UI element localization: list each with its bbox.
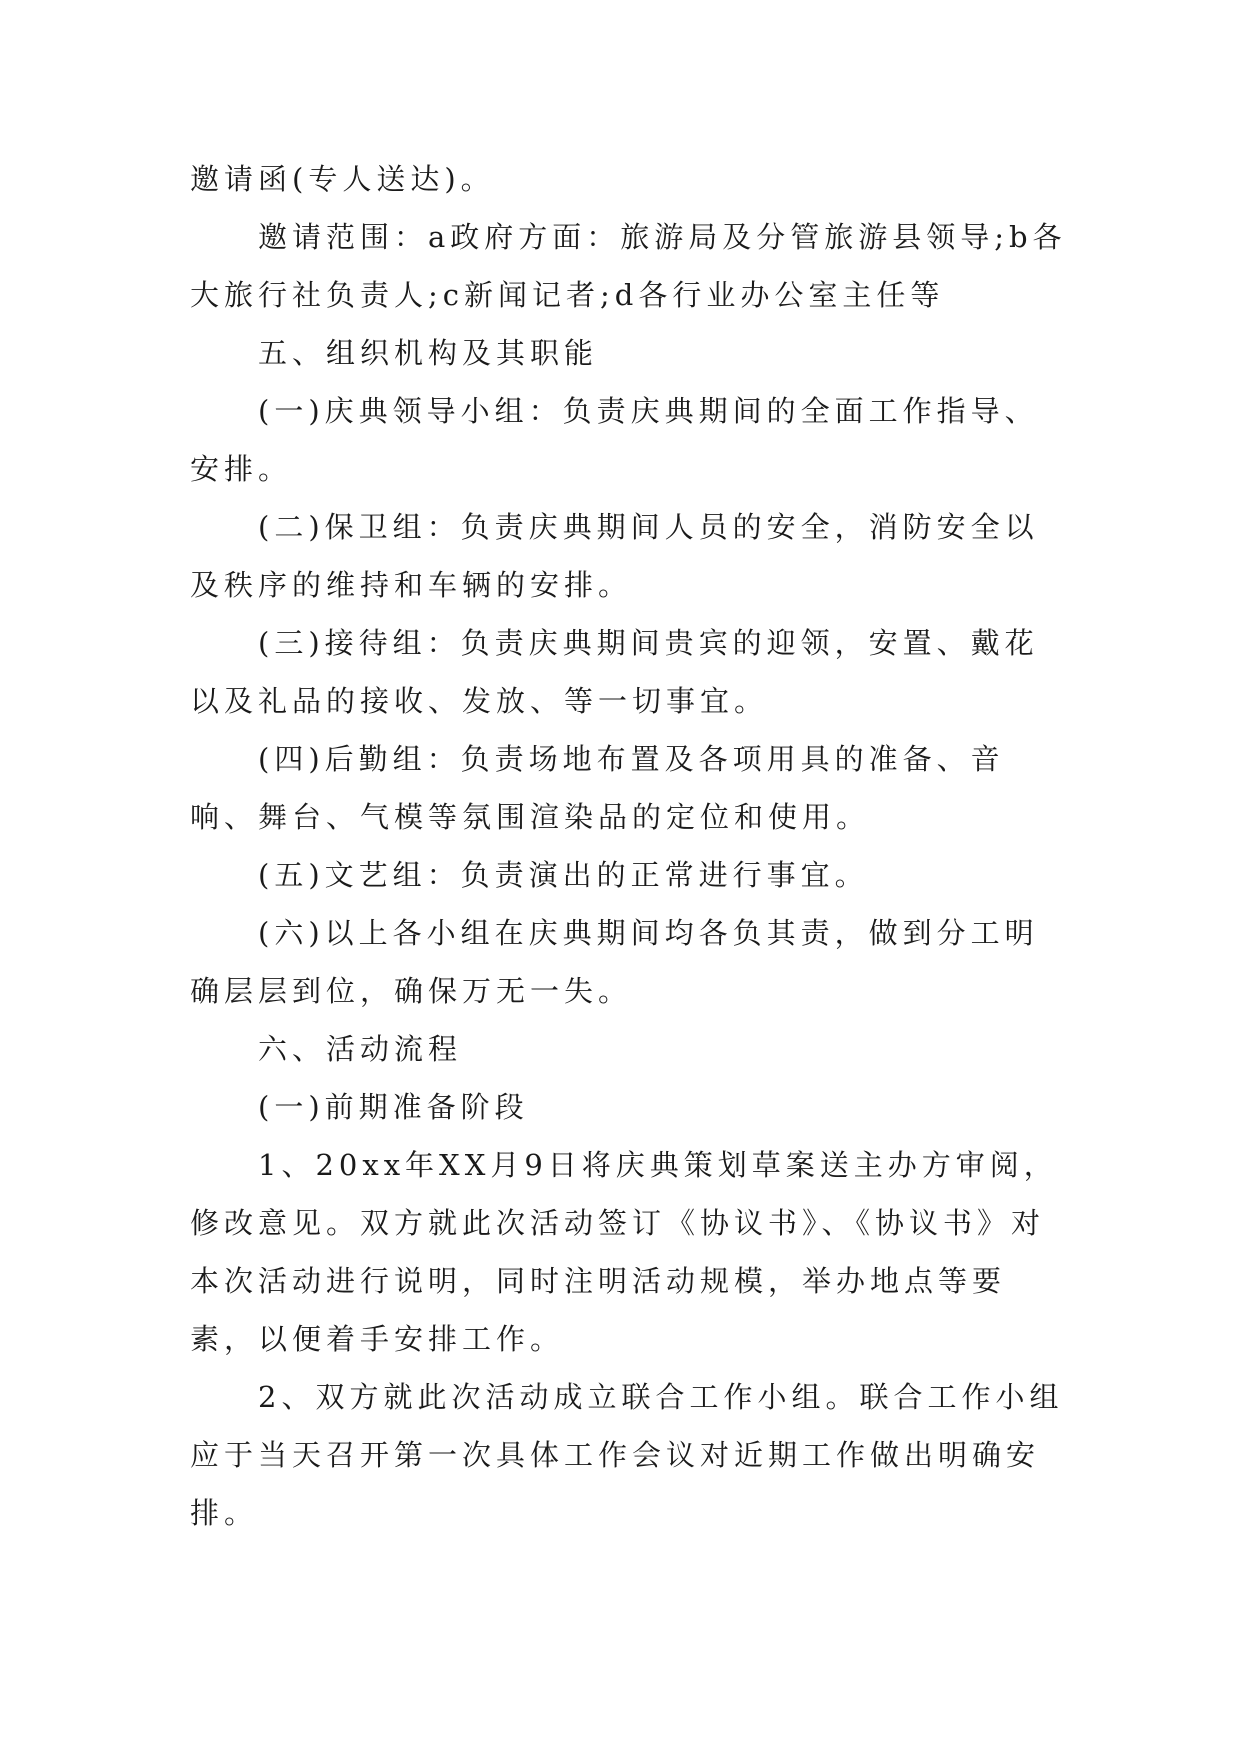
- paragraph: 邀请范围：a政府方面：旅游局及分管旅游县领导;b各大旅行社负责人;c新闻记者;d各行业办公室主任等: [190, 220, 1067, 312]
- paragraph: 2、双方就此次活动成立联合工作小组。联合工作小组应于当天召开第一次具体工作会议对近期工作做出明确安排。: [190, 1380, 1064, 1530]
- paragraph: (三)接待组：负责庆典期间贵宾的迎领，安置、戴花以及礼品的接收、发放、等一切事宜。: [190, 626, 1039, 718]
- section-heading: 六、活动流程: [258, 1032, 463, 1066]
- subsection-heading: (一)前期准备阶段: [258, 1090, 529, 1124]
- paragraph: (五)文艺组：负责演出的正常进行事宜。: [258, 858, 869, 892]
- document-body: [190, 150, 1070, 1542]
- paragraph: (二)保卫组：负责庆典期间人员的安全，消防安全以及秩序的维持和车辆的安排。: [190, 510, 1039, 602]
- paragraph: (四)后勤组：负责场地布置及各项用具的准备、音响、舞台、气模等氛围渲染品的定位和使用。: [190, 742, 1005, 834]
- section-heading: 五、组织机构及其职能: [258, 336, 599, 370]
- paragraph: (六)以上各小组在庆典期间均各负其责，做到分工明确层层到位，确保万无一失。: [190, 916, 1039, 1008]
- paragraph: 1、20xx年XX月9日将庆典策划草案送主办方审阅，修改意见。双方就此次活动签订《协议书》、《协议书》对本次活动进行说明，同时注明活动规模，举办地点等要素，以便着手安排工作。: [190, 1148, 1058, 1356]
- paragraph: 邀请函(专人送达)。: [190, 162, 495, 196]
- paragraph: (一)庆典领导小组：负责庆典期间的全面工作指导、安排。: [190, 394, 1039, 486]
